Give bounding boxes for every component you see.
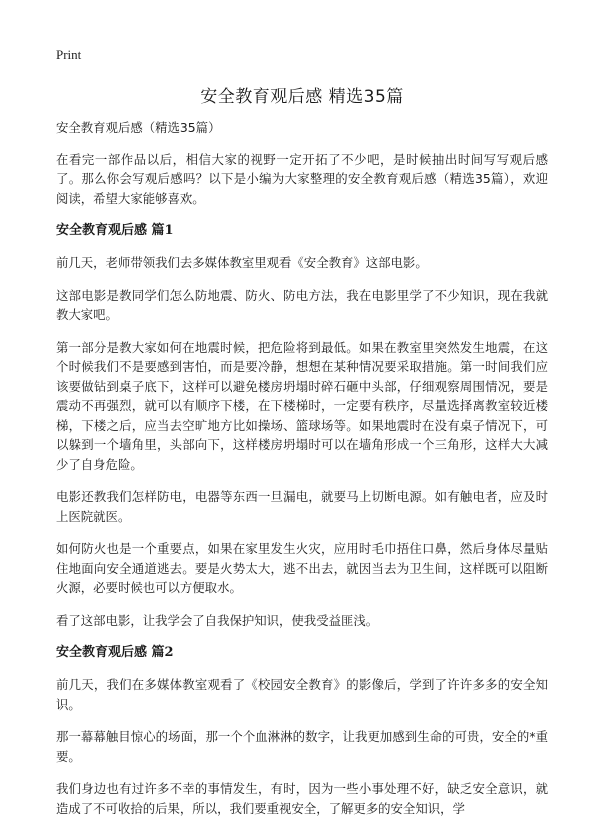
section-2 <box>56 643 548 818</box>
paragraph: 前几天，老师带领我们去多媒体教室里观看《安全教育》这部电影。 <box>56 255 428 270</box>
intro-paragraph: 在看完一部作品以后，相信大家的视野一定开拓了不少吧，是时候抽出时间写写观后感了。那么你会写观后感吗？以下是小编为大家整理的安全教育观后感（精选35篇），欢迎阅读，希望大家能够喜欢。 <box>56 151 548 206</box>
article-subtitle: 安全教育观后感（精选35篇） <box>56 120 221 135</box>
paragraph: 如何防火也是一个重要点，如果在家里发生火灾，应用时毛巾捂住口鼻，然后身体尽量贴住地面向安全通道逃去。要是火势太大，逃不出去，就因当去为卫生间，这样既可以阻断火源，必要时候也可以方便取水。 <box>56 541 548 595</box>
section-heading: 安全教育观后感 篇1 <box>56 223 174 238</box>
paragraph: 前几天，我们在多媒体教室观看了《校园安全教育》的影像后，学到了许许多多的安全知识。 <box>56 677 548 712</box>
paragraph: 第一部分是教大家如何在地震时候，把危险将到最低。如果在教室里突然发生地震，在这个时候我们不是要感到害怕，而是要冷静，想想在某种情况要采取措施。第一时间我们应该要做钻到桌子底下，这样可以避免楼房坍塌时碎石砸中头部，仔细观察周围情况，要是震动不再强烈，就可以有顺序下楼，在下楼梯时，一定要有秩序，尽量选择离教室较近楼梯，下楼之后，应当去空旷地方比如操场、篮球场等。如果地震时在没有桌子情况下，可以躲到一个墙角里，头部向下，这样楼房坍塌时可以在墙角形成一个三角形，这样大大减少了自身危险。 <box>56 339 548 472</box>
page-title: 安全教育观后感 精选35篇 <box>200 87 404 107</box>
paragraph: 电影还教我们怎样防电，电器等东西一旦漏电，就要马上切断电源。如有触电者，应及时上医院就医。 <box>56 489 548 524</box>
section-1 <box>56 221 548 630</box>
article-body <box>56 118 548 831</box>
print-link[interactable]: Print <box>56 47 82 62</box>
paragraph: 这部电影是教同学们怎么防地震、防火、防电方法，我在电影里学了不少知识，现在我就教大家吧。 <box>56 287 548 322</box>
paragraph: 那一幕幕触目惊心的场面，那一个个血淋淋的数字，让我更加感到生命的可贵，安全的*重要。 <box>56 729 548 764</box>
section-heading: 安全教育观后感 篇2 <box>56 645 174 660</box>
paragraph: 看了这部电影，让我学会了自我保护知识，使我受益匪浅。 <box>56 612 379 628</box>
paragraph: 我们身边也有过许多不幸的事情发生，有时，因为一些小事处理不好，缺乏安全意识，就造成了不可收拾的后果，所以，我们要重视安全，了解更多的安全知识，学 <box>56 781 548 816</box>
